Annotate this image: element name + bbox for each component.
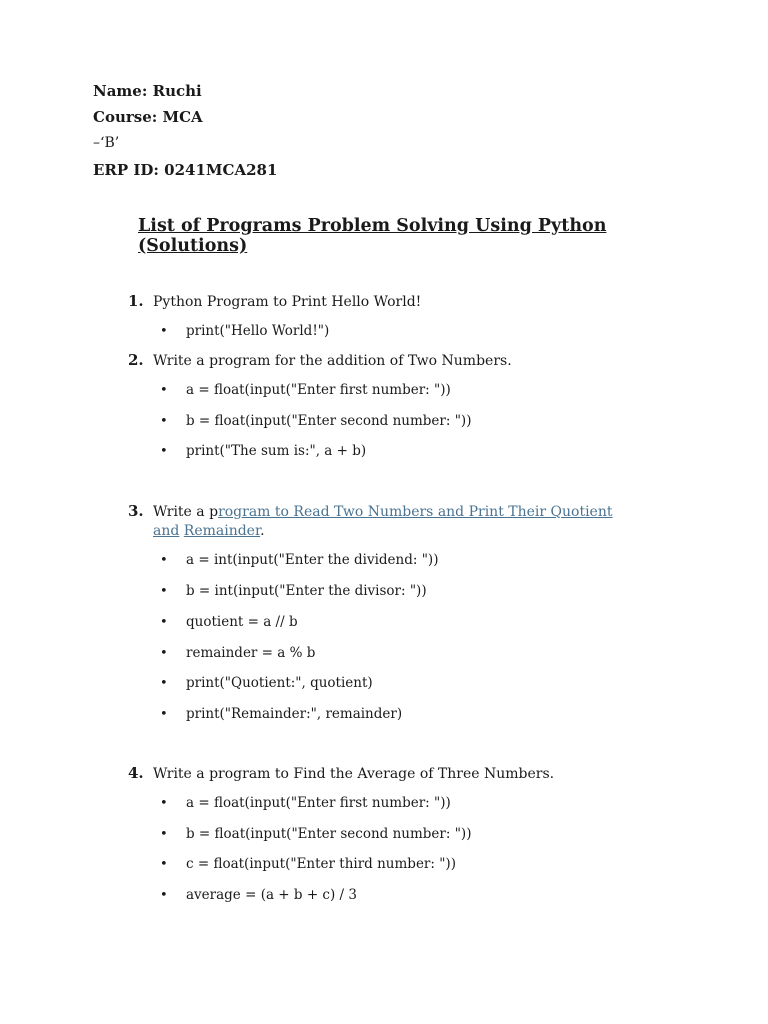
bullet-icon: • (160, 553, 168, 568)
code-line (160, 886, 357, 905)
code-text: a = float(input("Enter first number: ")) (186, 795, 451, 811)
bullet-icon: • (160, 444, 168, 459)
problem-text: Python Program to Print Hello World! (153, 294, 422, 310)
problem-number: 3. (128, 502, 144, 520)
code-text: a = float(input("Enter first number: ")) (186, 382, 451, 398)
code-line (160, 705, 402, 724)
bullet-icon: • (160, 646, 168, 661)
student-name: Name: Ruchi (93, 82, 202, 100)
title-line-1: List of Programs Problem Solving Using Python (138, 216, 607, 236)
code-text: b = int(input("Enter the divisor: ")) (186, 583, 427, 599)
code-line (160, 582, 427, 601)
problem-3 (128, 502, 613, 541)
problem-link-and[interactable]: and (153, 523, 180, 539)
code-text: quotient = a // b (186, 614, 298, 630)
code-text: average = (a + b + c) / 3 (186, 887, 357, 903)
code-line (160, 442, 366, 461)
section-label: –‘B’ (93, 135, 120, 151)
problem-text-suffix: . (260, 523, 265, 539)
bullet-icon: • (160, 414, 168, 429)
problem-link-remainder[interactable]: Remainder (183, 523, 261, 539)
code-text: c = float(input("Enter third number: ")) (186, 856, 456, 872)
code-line (160, 613, 298, 632)
code-line (160, 794, 451, 813)
code-text: print("The sum is:", a + b) (186, 443, 367, 459)
problem-1 (128, 292, 421, 312)
code-text: b = float(input("Enter second number: ")) (186, 413, 472, 429)
problem-link[interactable]: rogram to Read Two Numbers and Print Their Quotient (218, 504, 613, 520)
code-line (160, 644, 315, 663)
code-text: print("Quotient:", quotient) (186, 675, 373, 691)
problem-2 (128, 351, 512, 371)
code-line (160, 322, 329, 341)
bullet-icon: • (160, 676, 168, 691)
code-text: a = int(input("Enter the dividend: ")) (186, 552, 439, 568)
bullet-icon: • (160, 827, 168, 842)
problem-text-prefix: Write a p (153, 504, 219, 520)
course-label: Course: MCA (93, 108, 203, 126)
code-line (160, 551, 438, 570)
problem-number: 1. (128, 292, 144, 310)
bullet-icon: • (160, 324, 168, 339)
code-line (160, 412, 471, 431)
problem-number: 4. (128, 764, 144, 782)
problem-text: Write a program for the addition of Two Numbers. (153, 353, 512, 369)
code-line (160, 674, 373, 693)
bullet-icon: • (160, 615, 168, 630)
title-line-2: (Solutions) (138, 236, 248, 256)
code-line (160, 381, 451, 400)
code-text: remainder = a % b (186, 645, 316, 661)
problem-number: 2. (128, 351, 144, 369)
document-title (138, 216, 606, 256)
problem-4 (128, 764, 554, 784)
code-text: print("Remainder:", remainder) (186, 706, 403, 722)
code-text: print("Hello World!") (186, 323, 330, 339)
bullet-icon: • (160, 857, 168, 872)
bullet-icon: • (160, 707, 168, 722)
bullet-icon: • (160, 888, 168, 903)
problem-text: Write a program to Find the Average of Three Numbers. (153, 766, 555, 782)
code-line (160, 825, 471, 844)
erp-id: ERP ID: 0241MCA281 (93, 161, 278, 179)
code-line (160, 855, 456, 874)
bullet-icon: • (160, 796, 168, 811)
bullet-icon: • (160, 584, 168, 599)
bullet-icon: • (160, 383, 168, 398)
code-text: b = float(input("Enter second number: ")) (186, 826, 472, 842)
